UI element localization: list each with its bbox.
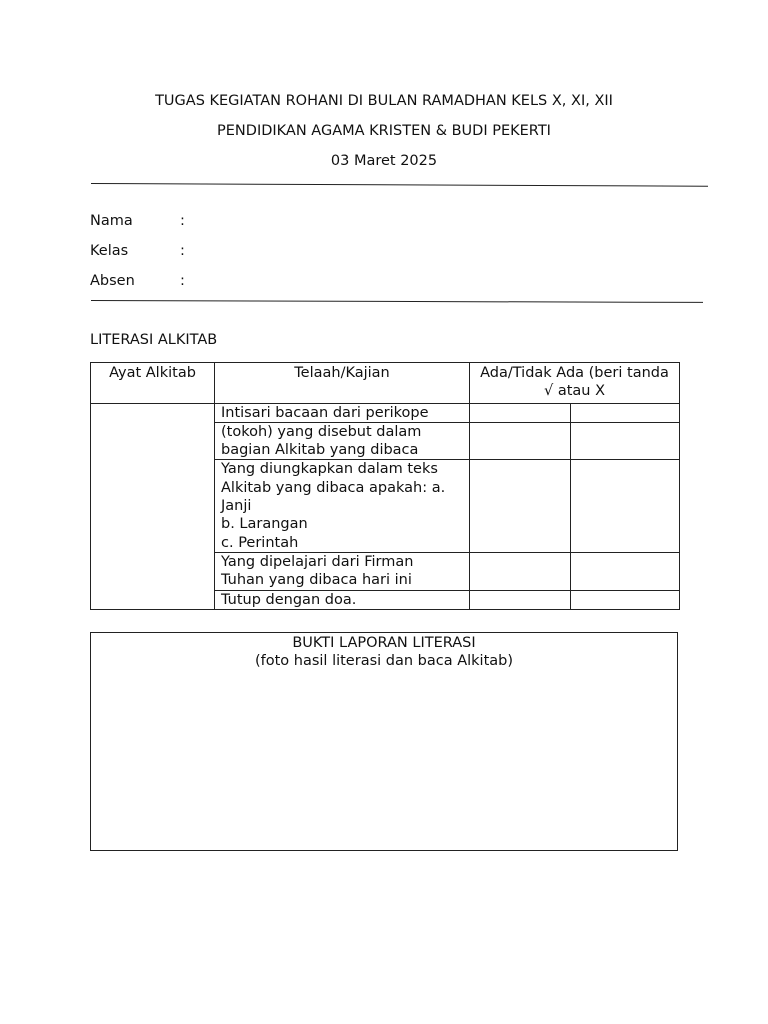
check-cell: [571, 460, 680, 552]
header-ada-tidak-ada: Ada/Tidak Ada (beri tanda √ atau X: [470, 363, 680, 404]
header-divider: [91, 183, 708, 187]
evidence-box: [90, 632, 678, 851]
check-cell: [470, 552, 571, 590]
check-cell: [571, 422, 680, 460]
absen-label: Absen: [90, 273, 135, 289]
kelas-label: Kelas: [90, 243, 129, 259]
check-cell: [470, 422, 571, 460]
nama-colon: :: [180, 213, 185, 229]
evidence-subtitle: (foto hasil literasi dan baca Alkitab): [254, 653, 514, 669]
check-cell: [571, 590, 680, 609]
kajian-cell: (tokoh) yang disebut dalam bagian Alkitab yang dibaca: [215, 422, 470, 460]
section-title: LITERASI ALKITAB: [90, 332, 218, 348]
nama-label: Nama: [90, 213, 133, 229]
check-cell: [470, 460, 571, 552]
absen-colon: :: [180, 273, 185, 289]
check-cell: [571, 552, 680, 590]
header-telaah-kajian: Telaah/Kajian: [215, 363, 470, 404]
document-date: 03 Maret 2025: [330, 153, 438, 169]
kajian-cell: Tutup dengan doa.: [215, 590, 470, 609]
literacy-table: [90, 362, 680, 610]
document-subtitle: PENDIDIKAN AGAMA KRISTEN & BUDI PEKERTI: [217, 123, 551, 139]
check-cell: [470, 403, 571, 422]
check-cell: [571, 403, 680, 422]
kajian-cell: Yang diungkapkan dalam teks Alkitab yang dibaca apakah: a. Janji b. Larangan c. Perintah: [215, 460, 470, 552]
check-cell: [470, 590, 571, 609]
kajian-cell: Intisari bacaan dari perikope: [215, 403, 470, 422]
table-row: [91, 403, 680, 422]
document-title: TUGAS KEGIATAN ROHANI DI BULAN RAMADHAN KELS X, XI, XII: [155, 93, 613, 109]
evidence-title: BUKTI LAPORAN LITERASI: [292, 635, 476, 651]
kajian-cell: Yang dipelajari dari Firman Tuhan yang dibaca hari ini: [215, 552, 470, 590]
header-ayat-alkitab: Ayat Alkitab: [91, 363, 215, 404]
identity-divider: [91, 300, 703, 303]
ayat-alkitab-cell: [91, 403, 215, 609]
table-header-row: [91, 363, 680, 404]
kelas-colon: :: [180, 243, 185, 259]
